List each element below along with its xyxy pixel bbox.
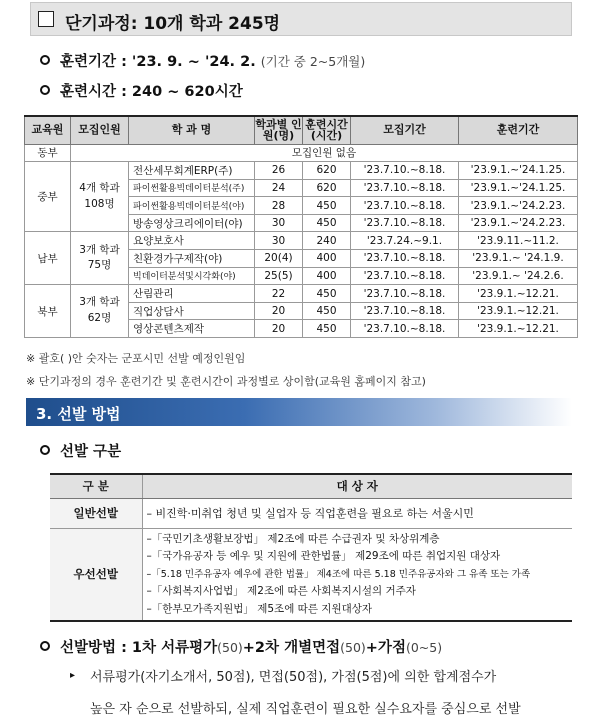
section-header-box (30, 2, 572, 36)
section-3-title: 3. 선발 방법 (36, 405, 121, 423)
circle-bullet-icon (40, 445, 50, 455)
col-category: 구 분 (50, 474, 142, 498)
recruit-period-cell: '23.7.10.~8.18. (351, 214, 459, 232)
circle-bullet-icon (40, 641, 50, 651)
training-period-cell: '23.9.1.~12.21. (459, 320, 578, 338)
hours-cell: 400 (303, 250, 351, 268)
col-quota: 모집인원 (71, 116, 129, 144)
table-row (25, 232, 578, 250)
course-name-cell: 전산세무회계ERP(주) (129, 162, 255, 180)
hours-cell: 400 (303, 267, 351, 285)
selection-table (50, 473, 572, 622)
table-row (50, 498, 572, 528)
campus-cell: 북부 (25, 285, 71, 338)
course-name-cell: 빅데이터분석및시각화(야) (129, 267, 255, 285)
col-course-quota: 학과별 인원(명) (255, 117, 302, 143)
quota-cell: 4개 학과 108명 (71, 162, 129, 232)
course-quota-cell: 25(5) (255, 267, 303, 285)
col-target: 대 상 자 (142, 474, 572, 498)
recruit-period-cell: '23.7.10.~8.18. (351, 250, 459, 268)
section-3-bar (26, 398, 572, 426)
quota-cell: 3개 학과 62명 (71, 285, 129, 338)
recruit-period-cell: '23.7.10.~8.18. (351, 162, 459, 180)
table-header-row (50, 474, 572, 498)
table-row (25, 285, 578, 303)
course-name-cell: 친환경가구제작(야) (129, 250, 255, 268)
course-quota-cell: 20(4) (255, 250, 303, 268)
col-recruit-period: 모집기간 (351, 116, 459, 144)
course-quota-cell: 30 (255, 232, 303, 250)
hours-cell: 450 (303, 320, 351, 338)
course-quota-cell: 22 (255, 285, 303, 303)
table-header-row (25, 116, 578, 144)
circle-bullet-icon (40, 55, 50, 65)
course-name-cell: 파이썬활용빅데이터분석(주) (129, 179, 255, 197)
course-name-cell: 산림관리 (129, 285, 255, 303)
note-period-varies: ※ 단기과정의 경우 훈련기간 및 훈련시간이 과정별로 상이함(교육원 홈페이지 참고) (26, 375, 426, 388)
section-title: 단기과정: 10개 학과 245명 (65, 14, 281, 34)
list-item: –「국민기초생활보장법」 제2조에 따른 수급권자 및 차상위계층 (146, 532, 440, 545)
course-quota-cell: 24 (255, 179, 303, 197)
list-item: –「사회복지사업법」 제2조에 따른 사회복지시설의 거주자 (146, 585, 416, 598)
course-name-cell: 파이썬활용빅데이터분석(야) (129, 197, 255, 215)
table-row (50, 528, 572, 621)
hours-cell: 620 (303, 162, 351, 180)
hours-cell: 450 (303, 214, 351, 232)
training-period-cell: '23.9.1.~ '24.2.6. (459, 267, 578, 285)
course-name-cell: 영상콘텐츠제작 (129, 320, 255, 338)
general-selection-category: 일반선발 (50, 498, 142, 528)
training-period-note: (기간 중 2~5개월) (260, 54, 366, 69)
selection-category-line: 선발 구분 (40, 440, 121, 461)
selection-method-line: 선발방법 : 1차 서류평가(50)+2차 개별면접(50)+가점(0~5) (40, 636, 442, 657)
training-period-cell: '23.9.1.~12.21. (459, 285, 578, 303)
course-name-cell: 방송영상크리에이터(야) (129, 214, 255, 232)
course-quota-cell: 26 (255, 162, 303, 180)
training-period-cell: '23.9.1.~'24.1.25. (459, 162, 578, 180)
hours-cell: 450 (303, 302, 351, 320)
quota-cell: 3개 학과 75명 (71, 232, 129, 285)
table-row (25, 144, 578, 162)
table-row (25, 162, 578, 180)
recruit-period-cell: '23.7.10.~8.18. (351, 179, 459, 197)
campus-cell: 동부 (25, 144, 71, 162)
recruit-period-cell: '23.7.10.~8.18. (351, 267, 459, 285)
training-period-cell: '23.9.1.~'24.2.23. (459, 197, 578, 215)
training-period-cell: '23.9.1.~'24.1.25. (459, 179, 578, 197)
priority-selection-items (142, 528, 572, 621)
training-hours-line: 훈련시간 : 240 ~ 620시간 (40, 80, 243, 101)
recruit-period-cell: '23.7.10.~8.18. (351, 320, 459, 338)
col-campus: 교육원 (25, 116, 71, 144)
paragraph-line-2: 높은 자 순으로 선발하되, 실제 직업훈련이 필요한 실수요자를 중심으로 선발 (90, 702, 521, 717)
course-quota-cell: 20 (255, 320, 303, 338)
course-quota-cell: 28 (255, 197, 303, 215)
col-training-period: 훈련기간 (459, 116, 578, 144)
checkbox-square-icon (38, 11, 54, 27)
course-quota-cell: 30 (255, 214, 303, 232)
no-recruit-cell: 모집인원 없음 (71, 144, 578, 162)
course-name-cell: 요양보호사 (129, 232, 255, 250)
hours-cell: 620 (303, 179, 351, 197)
col-hours: 훈련시간 (시간) (303, 116, 351, 144)
triangle-bullet-icon: ▸ (70, 670, 76, 681)
list-item: –「한부모가족지원법」 제5조에 따른 지원대상자 (146, 602, 373, 615)
training-period-line: 훈련기간 : '23. 9. ~ '24. 2. (기간 중 2~5개월) (40, 50, 365, 71)
recruit-period-cell: '23.7.10.~8.18. (351, 285, 459, 303)
list-item: –「국가유공자 등 예우 및 지원에 관한법률」 제29조에 따른 취업지원 대상자 (146, 550, 501, 563)
list-item: –「5.18 민주유공자 예우에 관한 법률」 제4조에 따른 5.18 민주유공자와 그 유족 또는 가족 (146, 568, 531, 580)
training-period-cell: '23.9.1.~12.21. (459, 302, 578, 320)
hours-cell: 450 (303, 197, 351, 215)
training-period-cell: '23.9.11.~11.2. (459, 232, 578, 250)
note-parentheses: ※ 괄호( )안 숫자는 군포시민 선발 예정인원임 (26, 352, 246, 365)
recruit-period-cell: '23.7.24.~9.1. (351, 232, 459, 250)
recruit-period-cell: '23.7.10.~8.18. (351, 197, 459, 215)
general-selection-text: – 비진학·미취업 청년 및 실업자 등 직업훈련을 필요로 하는 서울시민 (142, 498, 572, 528)
campus-cell: 남부 (25, 232, 71, 285)
paragraph-line-1: 서류평가(자기소개서, 50점), 면접(50점), 가점(5점)에 의한 합계점수가 (90, 670, 497, 685)
training-period-cell: '23.9.1.~ '24.1.9. (459, 250, 578, 268)
priority-selection-category: 우선선발 (50, 528, 142, 621)
hours-cell: 450 (303, 285, 351, 303)
campus-cell: 중부 (25, 162, 71, 232)
course-quota-cell: 20 (255, 302, 303, 320)
training-period-cell: '23.9.1.~'24.2.23. (459, 214, 578, 232)
circle-bullet-icon (40, 85, 50, 95)
hours-cell: 240 (303, 232, 351, 250)
recruit-period-cell: '23.7.10.~8.18. (351, 302, 459, 320)
col-course-name: 학 과 명 (129, 116, 255, 144)
course-name-cell: 직업상담사 (129, 302, 255, 320)
course-table (24, 115, 578, 338)
